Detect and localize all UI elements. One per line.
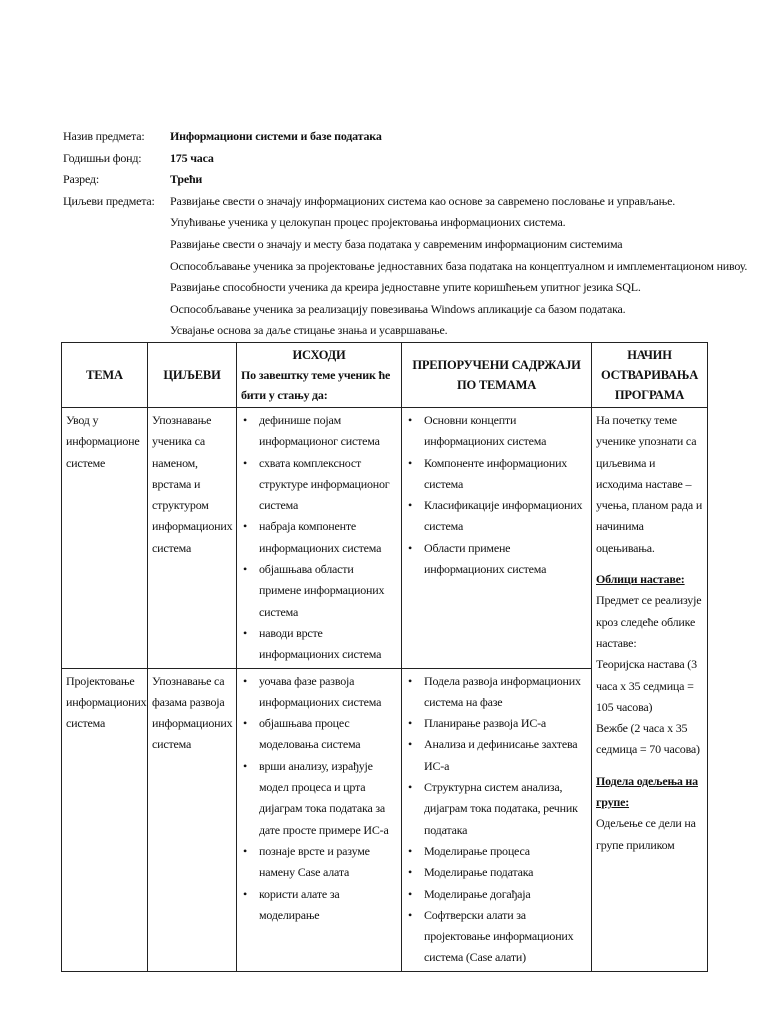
subject-label: Назив предмета: [63,129,145,143]
grade-label: Разред: [63,172,99,187]
header-ishodi-subtitle: По завештку теме ученик ће бити у стању да: [241,368,391,402]
contents-list [406,410,587,580]
list-item: • Структурна систем анализа, дијаграм тока података, речник података [424,777,587,841]
list-item: • уочава фазе развоја информационих система [259,671,397,714]
list-item: • врши анализу, израђује модел процеса и црта дијаграм тока података за дате просте примере ИС-а [259,756,397,841]
list-item: • користи алате за моделирање [259,884,397,927]
list-item: • Софтверски алати за пројектовање информационих система (Case алати) [424,905,587,969]
cell-nacin [592,408,708,972]
goals-row [63,191,747,342]
header-sadrzaji: ПРЕПОРУЧЕНИ САДРЖАЈИ ПО ТЕМАМА [402,343,592,408]
list-item: • Планирање развоја ИС-а [424,713,587,734]
goal-item: Развијање свести о значају информационих система као основе за савремено пословање и управљање. [170,193,676,208]
nacin-intro: На почетку теме ученике упознати са циљевима и исходима наставе – учења, планом рада и начинима оцењивања. [596,413,703,555]
cell-ishodi [237,668,402,971]
fund-row [63,148,747,170]
list-item: • објашњава процес моделовања система [259,713,397,756]
list-item: • наводи врсте информационих система [259,623,397,666]
contents-list [406,671,587,969]
subject-value: Информациони системи и базе података [170,129,382,143]
cell-ishodi [237,408,402,669]
vezbe-text: Вежбе (2 часа х 35 седмица = 70 часова) [596,721,700,757]
cell-tema: Пројектовање информационих система [62,668,148,971]
document-header [63,126,747,342]
list-item: • дефинише појам информационог система [259,410,397,453]
list-item: • Анализа и дефинисање захтева ИС-а [424,734,587,777]
header-ciljevi: ЦИЉЕВИ [148,343,237,408]
goal-item: Усвајање основа за даље стицање знања и усавршавање. [170,323,448,338]
cell-ciljevi: Упознавање са фазама развоја информационих система [148,668,237,971]
list-item: • схвата комплексност структуре информационог система [259,453,397,517]
list-item: • Моделирање догађаја [424,884,587,905]
podela-text: Одељење се дели на групе приликом [596,816,696,852]
list-item: • набраја компоненте информационих система [259,516,397,559]
oblici-text: Предмет се реализује кроз следеће облике наставе: [596,593,702,650]
cell-sadrzaji [402,668,592,971]
goal-item: Упућивање ученика у целокупан процес пројектовања информационих система. [170,215,566,230]
fund-value: 175 часа [170,150,214,165]
goal-item: Развијање свести о значају и месту база података у савременим информационим системима [170,236,623,251]
list-item: • Основни концепти информационих система [424,410,587,453]
header-nacin: НАЧИН ОСТВАРИВАЊА ПРОГРАМА [592,343,708,408]
goals-label: Циљеви предмета: [63,193,155,208]
header-ishodi-title: ИСХОДИ [292,348,346,362]
list-item: • познаје врсте и разуме намену Case алата [259,841,397,884]
goal-item: Оспособљавање ученика за пројектовање једноставних база података на концептуалном и имплементационом нивоу. [170,258,748,273]
podela-title: Подела одељења на групе: [596,773,698,810]
goals-list [170,191,747,342]
outcomes-list [241,671,397,927]
grade-value: Трећи [170,172,203,187]
list-item: • Класификације информационих система [424,495,587,538]
subject-row [63,126,747,148]
program-table [61,342,708,972]
outcomes-list [241,410,397,666]
goal-item: Развијање способности ученика да креира једноставне упите коришћењем упитног језика SQL. [170,280,641,295]
cell-tema: Увод у информационе системе [62,408,148,669]
header-tema: ТЕМА [62,343,148,408]
fund-label: Годишњи фонд: [63,150,142,165]
goal-item: Оспособљавање ученика за реализацију повезивања Windows апликације са базом података. [170,301,626,316]
oblici-title: Облици наставе: [596,572,685,587]
list-item: • Моделирање процеса [424,841,587,862]
cell-sadrzaji [402,408,592,669]
table-header-row [62,343,708,408]
teorija-text: Теоријска настава (3 часа х 35 седмица = 105 часова) [596,657,697,714]
list-item: • Компоненте информационих система [424,453,587,496]
list-item: • објашњава области примене информационих система [259,559,397,623]
table-row [62,408,708,669]
list-item: • Области примене информационих система [424,538,587,581]
list-item: • Моделирање података [424,862,587,883]
list-item: • Подела развоја информационих система на фазе [424,671,587,714]
header-ishodi [237,343,402,408]
grade-row [63,169,747,191]
cell-ciljevi: Упознавање ученика са наменом, врстама и структуром информационих система [148,408,237,669]
